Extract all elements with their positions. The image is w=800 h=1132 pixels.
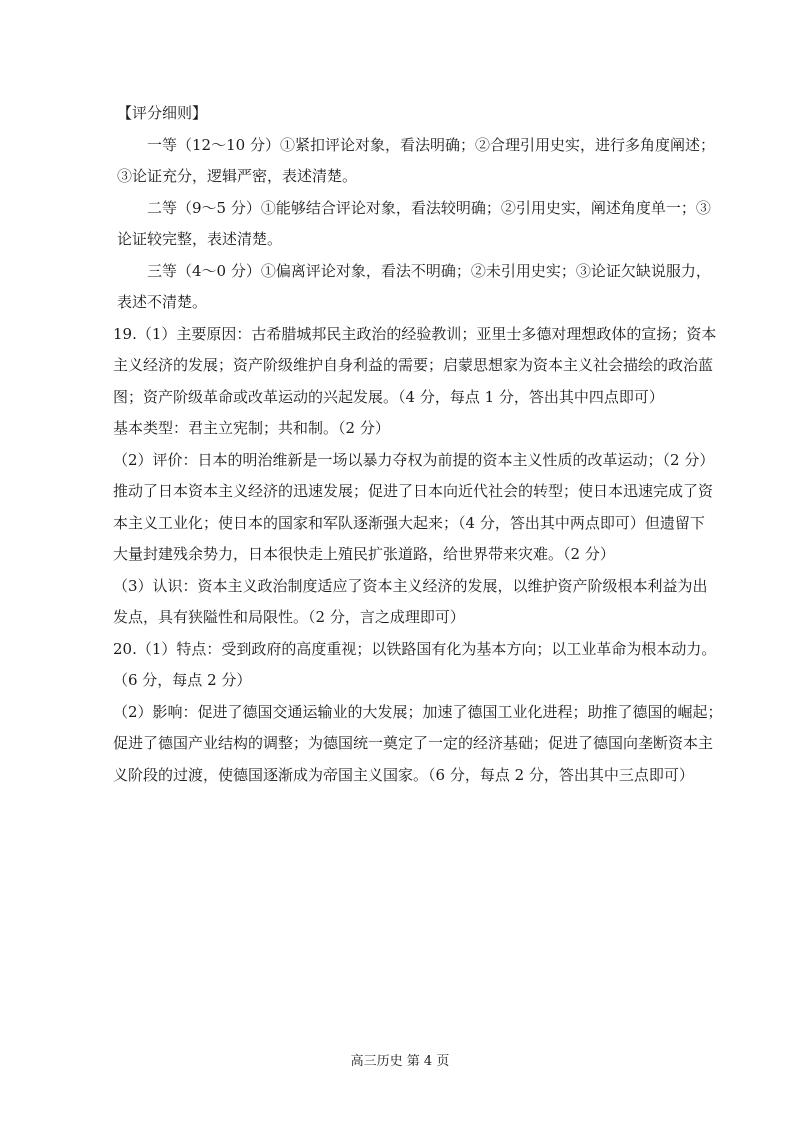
q19-part2-line2: 推动了日本资本主义经济的迅速发展；促进了日本向近代社会的转型；使日本迅速完成了资 [113, 482, 714, 500]
q19-part1-line4: 基本类型：君主立宪制；共和制。（2 分） [113, 419, 390, 437]
q19-part3-line2: 发点，具有狭隘性和局限性。（2 分，言之成理即可） [113, 608, 465, 626]
grade-first-line1: 一等（12～10 分）①紧扣评论对象，看法明确；②合理引用史实，进行多角度阐述； [147, 136, 715, 154]
scoring-header: 【评分细则】 [117, 104, 208, 122]
q20-part1-line1: 20.（1）特点：受到政府的高度重视；以铁路国有化为基本方向；以工业革命为根本动力。 [113, 640, 717, 658]
grade-first-line2: ③论证充分，逻辑严密，表述清楚。 [117, 167, 358, 185]
q19-part1-line1: 19.（1）主要原因：古希腊城邦民主政治的经验教训；亚里士多德对理想政体的宣扬；资本 [113, 325, 717, 343]
q19-part2-line4: 大量封建残余势力，日本很快走上殖民扩张道路，给世界带来灾难。（2 分） [113, 545, 615, 563]
q19-part1-line2: 主义经济的发展；资产阶级维护自身利益的需要；启蒙思想家为资本主义社会描绘的政治蓝 [113, 356, 714, 374]
grade-second-line2: 论证较完整，表述清楚。 [117, 230, 283, 248]
q19-part2-line1: （2）评价：日本的明治维新是一场以暴力夺权为前提的资本主义性质的改革运动；（2 分） [113, 451, 715, 469]
grade-third-line1: 三等（4～0 分）①偏离评论对象，看法不明确；②未引用史实；③论证欠缺说服力， [147, 262, 711, 280]
q20-part2-line3: 义阶段的过渡，使德国逐渐成为帝国主义国家。（6 分，每点 2 分，答出其中三点即可） [113, 766, 694, 784]
q19-part1-line3: 图；资产阶级革命或改革运动的兴起发展。（4 分，每点 1 分，答出其中四点即可） [113, 388, 664, 406]
q20-part2-line1: （2）影响：促进了德国交通运输业的大发展；加速了德国工业化进程；助推了德国的崛起； [113, 703, 723, 721]
q19-part2-line3: 本主义工业化；使日本的国家和军队逐渐强大起来；（4 分，答出其中两点即可）但遗留下 [113, 514, 705, 532]
q19-part3-line1: （3）认识：资本主义政治制度适应了资本主义经济的发展，以维护资产阶级根本利益为出 [113, 577, 708, 595]
grade-second-line1: 二等（9～5 分）①能够结合评论对象，看法较明确；②引用史实，阐述角度单一；③ [147, 199, 711, 217]
page-footer: 高三历史 第 4 页 [350, 1054, 450, 1069]
q20-part2-line2: 促进了德国产业结构的调整；为德国统一奠定了一定的经济基础；促进了德国向垄断资本主 [113, 734, 714, 752]
q20-part1-line2: （6 分，每点 2 分） [113, 671, 252, 689]
grade-third-line2: 表述不清楚。 [117, 293, 208, 311]
